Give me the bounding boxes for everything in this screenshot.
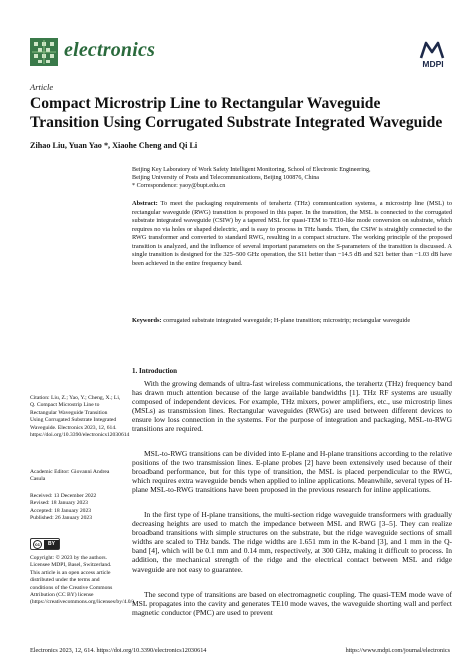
- cc-by-license-icon[interactable]: [30, 538, 60, 550]
- cc-symbol: cc: [33, 540, 42, 549]
- by-symbol: BY: [44, 540, 59, 549]
- keywords-text: corrugated substrate integrated waveguide; H-plane transition; microstrip; rectangular waveguide: [163, 317, 411, 324]
- page-header: [30, 38, 450, 72]
- citation-block: Citation: Liu, Z.; Yao, Y.; Cheng, X.; Li, Q. Compact Microstrip Line to Rectangular Waveguide Transition Using Corrugated Substrate Integrated Waveguide. Electronics 2023, 12, 614. https://doi.org/10.3390/electronics12030614: [30, 395, 130, 439]
- date-revised: Revised: 18 January 2023: [30, 500, 88, 507]
- author-list: Zihao Liu, Yuan Yao *, Xiaohe Cheng and Qi Li: [30, 141, 198, 150]
- mdpi-logo[interactable]: [416, 40, 450, 72]
- academic-editor: Academic Editor: Giovanni Andrea Casula: [30, 469, 110, 483]
- abstract-label: Abstract:: [132, 200, 158, 207]
- abstract-text: To meet the packaging requirements of terahertz (THz) communication systems, a microstrip line (MSL) to rectangular waveguide (RWG) transition is proposed in this paper. In the transition, the MSL is connected to the corrugated substrate integrated waveguide (CSIW) by a tapered MSL for quasi-TEM to TE10-like mode conversion on substrate, which requires no via holes or shaped dielectric, and is easy to process in THz bands. Then, the CSIW is straightly connected to the RWG transformer and converted to standard RWG, resulting in a compact structure. The working principle of the proposed transition is analyzed, and the influence of several important parameters on the S-parameters of the transition is discussed. A single transition is designed for the 325–500 GHz operation, the S11 better than −14.5 dB and S21 better than −1.03 dB have been achieved in the entire frequency band.: [132, 200, 452, 267]
- article-title: Compact Microstrip Line to Rectangular Waveguide Transition Using Corrugated Substrate Integrated Waveguide: [30, 95, 443, 131]
- publication-dates: [30, 493, 122, 523]
- date-accepted: Accepted: 18 January 2023: [30, 507, 92, 514]
- section-heading: 1. Introduction: [132, 367, 177, 375]
- body-paragraph: The second type of transitions are based on electromagnetic coupling. The quasi-TEM mode wave of MSL propagates into the cavity and generates TE10 mode waves, the waveguide shorting wall and perfect magnetic conductor (PMC) are used to prevent: [132, 590, 452, 618]
- article-type: Article: [30, 82, 54, 92]
- correspondence-email[interactable]: * Correspondence: yaoy@bupt.edu.cn: [132, 183, 226, 190]
- body-paragraph: In the first type of H-plane transitions, the multi-section ridge waveguide transformers with gradually decreasing heights are used to match the impedance between MSL and RWG [3–5]. They can realize broadband transitions with simple structures on the substrate, but the ridge waveguide sections of small widths are scaled to THz bands. The ridge widths are 1.651 mm in the K-band [3], and 1 mm in the Q-band [4], which will be 0.1 mm and 0.14 mm, respectively, at 300 GHz, making it difficult to process. In addition, the mechanical strength of the ridge and the electrical contact between MSL and ridge waveguide are not easy to guarantee.: [132, 510, 452, 574]
- publisher-name: MDPI: [422, 59, 444, 69]
- keywords: [132, 317, 452, 326]
- copyright-notice: Copyright: © 2023 by the authors. Licensee MDPI, Basel, Switzerland. This article is an open access article distributed under the terms and conditions of the Creative Commons Attribution (CC BY) license (https://creativecommons.org/licenses/by/4.0/).: [30, 555, 136, 606]
- date-received: Received: 13 December 2022: [30, 493, 97, 499]
- journal-name: electronics: [64, 39, 156, 61]
- footer-journal-url[interactable]: https://www.mdpi.com/journal/electronics: [345, 647, 450, 654]
- mdpi-emblem-icon: [419, 40, 445, 60]
- affiliation-line: Beijing University of Posts and Telecommunications, Beijing 100876, China: [132, 175, 319, 182]
- affiliation-line: Beijing Key Laboratory of Work Safety Intelligent Monitoring, School of Electronic Engineering,: [132, 167, 371, 173]
- body-paragraph: With the growing demands of ultra-fast wireless communications, the terahertz (THz) frequency band has drawn much attention because of the large available bandwidths [1]. THz RF systems are usually composed of independent devices. For example, THz mixers, power amplifiers, etc., use microstrip lines (MSLs) as transmission lines. Rectangular waveguides (RWGs) are used between different devices to ensure low loss connection in the systems. For the purpose of integration and packaging, MSL-to-RWG transitions are required.: [132, 379, 452, 434]
- journal-logo-icon: [30, 38, 58, 66]
- body-paragraph: MSL-to-RWG transitions can be divided into E-plane and H-plane transitions according to the relative positions of the two transmission lines. E-plane probes [2] have been extensively used because of their broadband performance, but for this type of transition, the MSL is placed perpendicular to the RWG, which requires extra waveguide bends when applied to inline applications. Meanwhile, several types of H-plane MSL-to-RWG transitions have been proposed in the previous research for inline applications.: [132, 449, 452, 495]
- affiliation-block: [132, 166, 452, 191]
- footer-citation[interactable]: Electronics 2023, 12, 614. https://doi.org/10.3390/electronics12030614: [30, 647, 207, 654]
- keywords-label: Keywords:: [132, 317, 162, 324]
- date-published: Published: 26 January 2023: [30, 515, 92, 522]
- abstract: [132, 200, 452, 268]
